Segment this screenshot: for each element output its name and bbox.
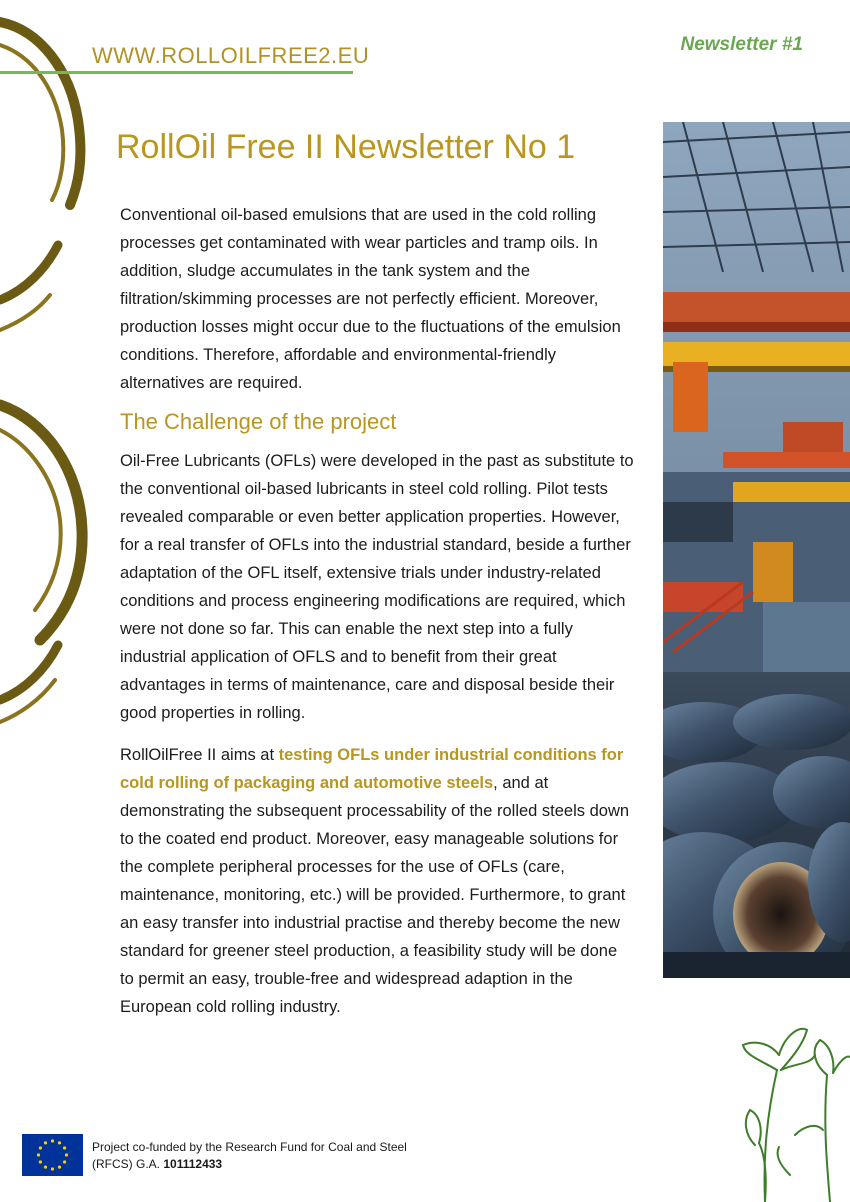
newsletter-issue-tag: Newsletter #1 [680,34,803,55]
intro-paragraph: Conventional oil-based emulsions that are used in the cold rolling processes get contaminated with wear particles and tramp oils. In addition, sludge accumulates in the tank system and the filtration/skimming processes are not perfectly efficient. Moreover, production losses might occur due to the fluctuations of the emulsion conditions. Therefore, affordable and environmental-friendly alternatives are required. [120,206,621,392]
aims-prefix: RollOilFree II aims at [120,746,279,764]
grant-label: (RFCS) G.A. [92,1157,164,1171]
site-url[interactable]: WWW.ROLLOILFREE2.EU [92,43,370,68]
article-body [120,201,635,1021]
funding-note [92,1139,407,1173]
eu-flag-icon [22,1134,83,1176]
grant-number: 101112433 [163,1157,223,1171]
section-heading-challenge: The Challenge of the project [120,409,397,434]
aims-suffix: , and at demonstrating the subsequent processability of the rolled steels down to the coated end product. Moreover, easy manageable solutions for the complete peripheral processes for the use of OFLs (care, maintenance, monitoring, etc.) will be provided. Furthermore, to grant an easy transfer into industrial practise and thereby become the new standard for greener steel production, a feasibility study will be done to permit an easy, trouble-free and widespread adaption in the European cold rolling industry. [120,774,630,1016]
page-title: RollOil Free II Newsletter No 1 [116,128,576,166]
challenge-paragraph: Oil-Free Lubricants (OFLs) were developed in the past as substitute to the conventional oil-based lubricants in steel cold rolling. Pilot tests revealed comparable or even better application properties. However, for a real transfer of OFLs into the industrial standard, beside a further adaptation of the OFL itself, extensive trials under industry-related conditions and process engineering modifications are required, which were not done so far. This can enable the next step into a fully industrial application of OFLS and to benefit from their great advantages in terms of maintenance, care and disposal beside their good properties in rolling. [120,452,634,722]
aims-highlight: testing OFLs under industrial conditions for cold rolling of packaging and automotive steels [120,746,624,792]
funding-line-2 [92,1156,407,1173]
header-divider [0,71,353,74]
flower-illustration [735,1015,850,1202]
steel-mill-photo [663,122,850,978]
funding-line-1: Project co-funded by the Research Fund for Coal and Steel [92,1140,407,1154]
aims-paragraph [120,741,635,1021]
brush-swirl-decoration [0,0,110,740]
